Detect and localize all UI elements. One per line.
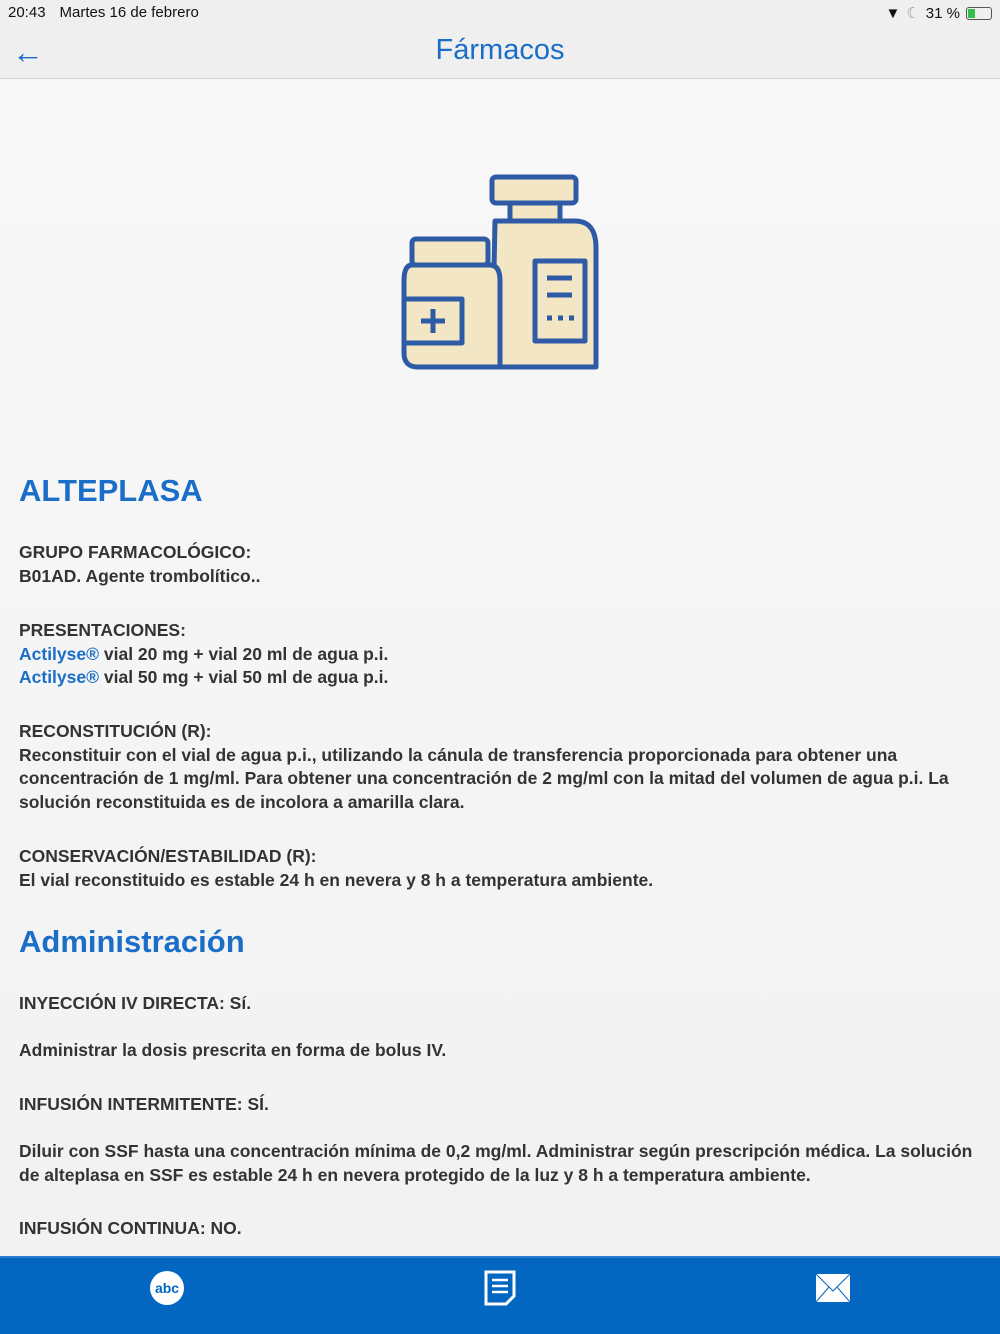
grupo-label: GRUPO FARMACOLÓGICO: xyxy=(19,542,252,562)
grupo-section xyxy=(19,541,981,588)
brand-link[interactable]: Actilyse® xyxy=(19,643,100,664)
tab-abc[interactable] xyxy=(147,1268,187,1308)
reconstitucion-section xyxy=(19,720,981,814)
moon-icon: ☾ xyxy=(906,5,920,22)
drug-detail[interactable] xyxy=(0,80,1000,1256)
iv-text: Administrar la dosis prescrita en forma de bolus IV. xyxy=(19,1040,447,1060)
reconstitucion-text: Reconstituir con el vial de agua p.i., utilizando la cánula de transferencia proporcionada para obtener una concentración de 1 mg/ml. Para obtener una concentración de 2 mg/ml con la mitad del volumen de agua p.i. La solución reconstituida es de incolora a amarilla clara. xyxy=(19,744,949,812)
continua-label: INFUSIÓN CONTINUA: NO. xyxy=(19,1218,242,1238)
medicine-bottles-icon xyxy=(400,173,600,373)
iv-label: INYECCIÓN IV DIRECTA: Sí. xyxy=(19,993,252,1013)
abc-icon xyxy=(149,1270,185,1306)
brand-link[interactable]: Actilyse® xyxy=(19,667,100,687)
nav-bar xyxy=(0,26,1000,79)
page-title: Fármacos xyxy=(435,34,565,66)
mail-icon xyxy=(815,1273,851,1303)
arrow-left-icon: ← xyxy=(12,34,44,70)
reconstitucion-label: RECONSTITUCIÓN (R): xyxy=(19,721,212,741)
conservacion-label: CONSERVACIÓN/ESTABILIDAD (R): xyxy=(19,846,317,866)
tab-bar xyxy=(0,1256,1000,1334)
tab-mail[interactable] xyxy=(813,1268,853,1308)
intermitente-label: INFUSIÓN INTERMITENTE: SÍ. xyxy=(19,1094,269,1114)
battery-percent: 31 % xyxy=(925,4,960,22)
presentacion-item xyxy=(19,643,981,667)
administracion-heading: Administración xyxy=(19,924,245,959)
status-bar xyxy=(0,0,1000,26)
tab-document[interactable] xyxy=(480,1268,520,1308)
conservacion-text: El vial reconstituido es estable 24 h en nevera y 8 h a temperatura ambiente. xyxy=(19,869,654,890)
presentaciones-section xyxy=(19,619,981,690)
presentaciones-label: PRESENTACIONES: xyxy=(19,620,186,640)
document-icon xyxy=(484,1270,516,1306)
grupo-value: B01AD. Agente trombolítico.. xyxy=(19,565,261,586)
intermitente-text: Diluir con SSF hasta una concentración mínima de 0,2 mg/ml. Administrar según prescripción médica. La solución de alteplasa en SSF es estable 24 h en nevera protegido de la luz y 8 h a temperatura ambiente. xyxy=(19,1141,973,1185)
svg-text:abc: abc xyxy=(154,1280,180,1296)
status-time: 20:43 xyxy=(8,4,46,21)
drug-name: ALTEPLASA xyxy=(19,473,203,508)
battery-icon xyxy=(966,7,992,20)
status-date: Martes 16 de febrero xyxy=(59,4,199,21)
conservacion-section xyxy=(19,845,981,892)
presentacion-text: vial 50 mg + vial 50 ml de agua p.i. xyxy=(99,667,389,687)
presentacion-text: vial 20 mg + vial 20 ml de agua p.i. xyxy=(99,643,389,664)
presentacion-item xyxy=(19,666,981,690)
wifi-icon: ▼ xyxy=(885,4,901,22)
